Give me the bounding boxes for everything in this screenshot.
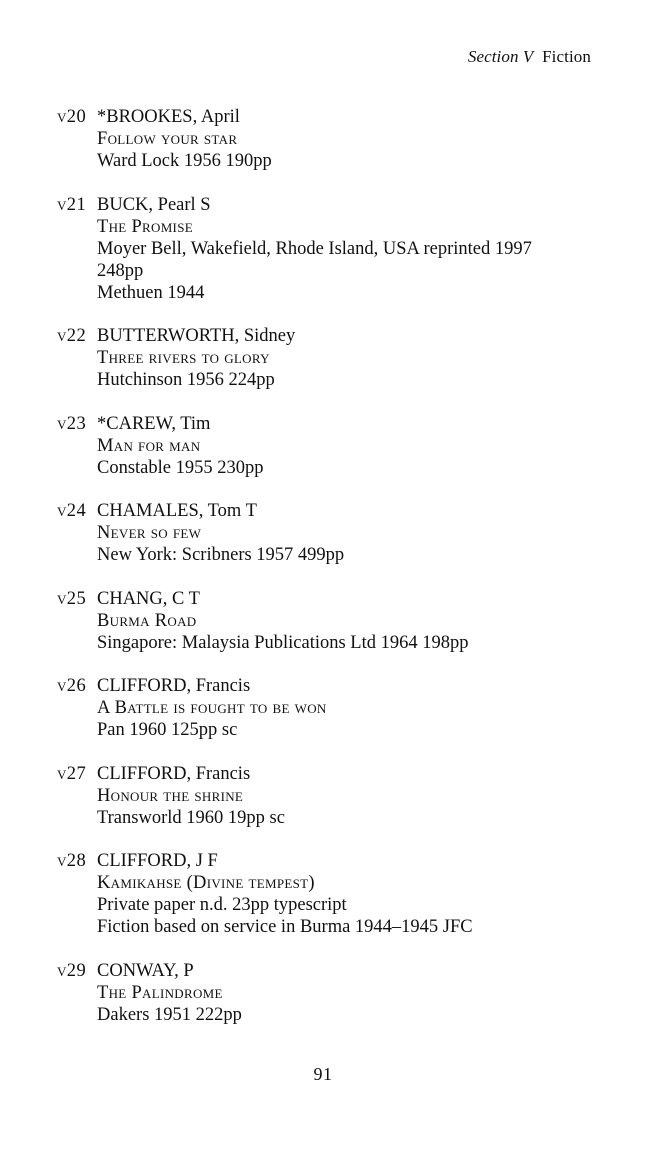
entry-publication: Transworld 1960 19pp sc <box>97 807 285 828</box>
entry-number: v29 <box>57 960 87 981</box>
entry-publication: Moyer Bell, Wakefield, Rhode Island, USA reprinted 1997 <box>97 238 532 259</box>
entry-author: CONWAY, P <box>97 960 194 981</box>
entry-number: v28 <box>57 851 87 871</box>
bibliography-entry <box>57 413 597 479</box>
entry-author: CHANG, C T <box>97 588 200 609</box>
running-head-section: Section V <box>467 47 534 66</box>
entry-publication: Constable 1955 230pp <box>97 457 264 478</box>
entry-author: BUCK, Pearl S <box>97 194 211 215</box>
entry-publication: Hutchinson 1956 224pp <box>97 370 275 390</box>
bibliography-list <box>57 106 597 1047</box>
entry-number: v26 <box>57 676 87 696</box>
entry-publication: Private paper n.d. 23pp typescript <box>97 895 347 915</box>
entry-title: Three rivers to glory <box>97 348 270 368</box>
entry-publication: Pan 1960 125pp sc <box>97 720 238 740</box>
entry-title: Burma Road <box>97 610 197 631</box>
bibliography-entry <box>57 106 597 172</box>
entry-author: CHAMALES, Tom T <box>97 501 257 521</box>
entry-title: The Palindrome <box>97 982 223 1003</box>
entry-number: v24 <box>57 501 87 521</box>
entry-author: *BROOKES, April <box>97 107 240 127</box>
bibliography-entry <box>57 850 597 938</box>
entry-author: CLIFFORD, J F <box>97 851 218 871</box>
entry-number: v22 <box>57 326 87 346</box>
entry-publication: New York: Scribners 1957 499pp <box>97 545 345 565</box>
entry-publication: Singapore: Malaysia Publications Ltd 1964 198pp <box>97 632 469 653</box>
entry-number: v25 <box>57 588 87 609</box>
bibliography-entry <box>57 194 597 304</box>
running-head <box>468 47 591 67</box>
entry-number: v23 <box>57 413 87 434</box>
entry-author: BUTTERWORTH, Sidney <box>97 326 296 346</box>
entry-number: v20 <box>57 107 87 127</box>
entry-title: Man for man <box>97 435 201 456</box>
entry-title: Never so few <box>97 523 202 543</box>
entry-number: v27 <box>57 763 87 784</box>
entry-author: *CAREW, Tim <box>97 413 211 434</box>
entry-author: CLIFFORD, Francis <box>97 763 251 784</box>
bibliography-entry <box>57 763 597 829</box>
entry-publication: Dakers 1951 222pp <box>97 1004 242 1025</box>
entry-title: The Promise <box>97 216 193 237</box>
bibliography-entry <box>57 588 597 654</box>
entry-publication: 248pp <box>97 260 144 281</box>
entry-publication: Ward Lock 1956 190pp <box>97 151 272 171</box>
entry-title: Follow your star <box>97 129 238 149</box>
entry-publication: Methuen 1944 <box>97 282 205 303</box>
entry-title: Honour the shrine <box>97 785 244 806</box>
running-head-title: Fiction <box>542 47 591 66</box>
bibliography-entry <box>57 325 597 391</box>
bibliography-entry <box>57 675 597 741</box>
entry-number: v21 <box>57 194 87 215</box>
entry-title: Kamikahse (Divine tempest) <box>97 873 315 893</box>
entry-title: A Battle is fought to be won <box>97 698 327 718</box>
entry-note: Fiction based on service in Burma 1944–1945 JFC <box>97 917 473 937</box>
bibliography-entry <box>57 960 597 1026</box>
entry-author: CLIFFORD, Francis <box>97 676 251 696</box>
bibliography-entry <box>57 500 597 566</box>
page-number: 91 <box>313 1064 333 1084</box>
